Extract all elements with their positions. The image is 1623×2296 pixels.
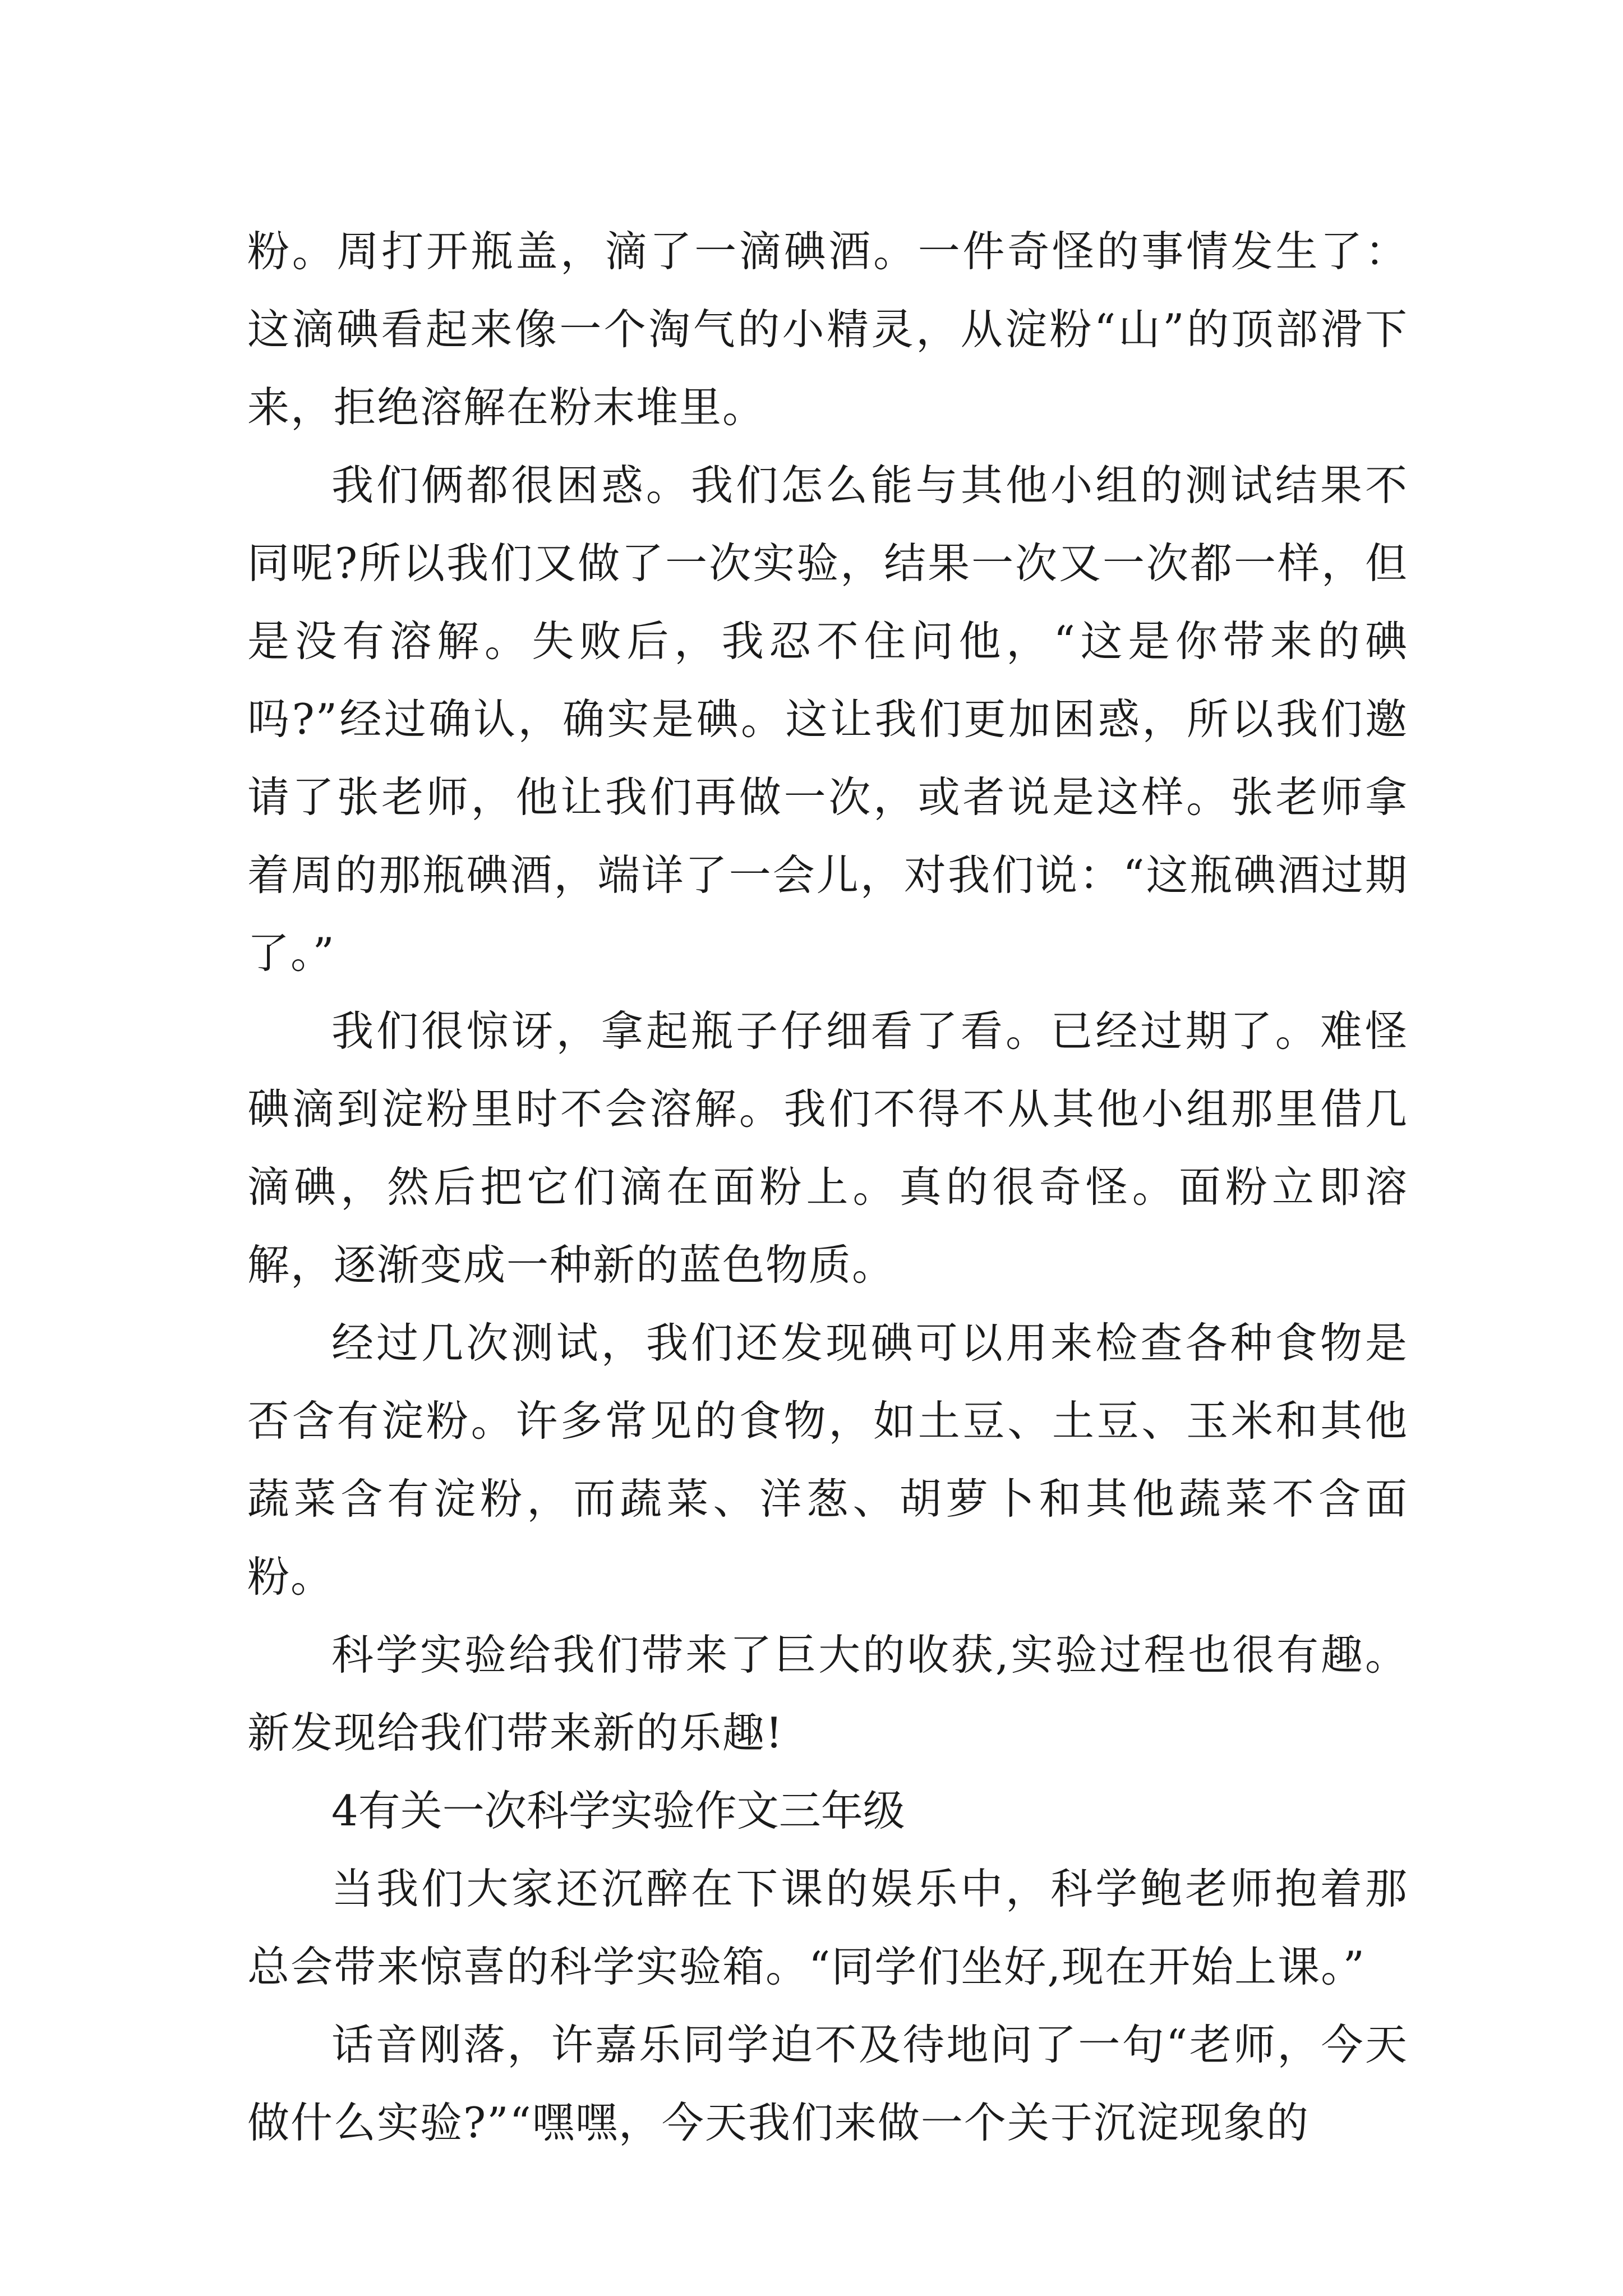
- paragraph: 我们很惊讶，拿起瓶子仔细看了看。已经过期了。难怪碘滴到淀粉里时不会溶解。我们不得不从其他小组那里借几滴碘，然后把它们滴在面粉上。真的很奇怪。面粉立即溶解，逐渐变成一种新的蓝色物质。: [247, 1006, 1408, 1290]
- paragraph: 科学实验给我们带来了巨大的收获,实验过程也很有趣。新发现给我们带来新的乐趣!: [247, 1630, 1408, 1757]
- body-text: [247, 213, 1408, 2162]
- paragraph: 当我们大家还沉醉在下课的娱乐中，科学鲍老师抱着那总会带来惊喜的科学实验箱。“同学们坐好,现在开始上课。”: [247, 1864, 1408, 1991]
- paragraph: 经过几次测试，我们还发现碘可以用来检查各种食物是否含有淀粉。许多常见的食物，如土豆、土豆、玉米和其他蔬菜含有淀粉，而蔬菜、洋葱、胡萝卜和其他蔬菜不含面粉。: [247, 1318, 1408, 1602]
- paragraph: 我们俩都很困惑。我们怎么能与其他小组的测试结果不同呢?所以我们又做了一次实验，结果一次又一次都一样，但是没有溶解。失败后，我忍不住问他，“这是你带来的碘吗?”经过确认，确实是碘。这让我们更加困惑，所以我们邀请了张老师，他让我们再做一次，或者说是这样。张老师拿着周的那瓶碘酒，端详了一会儿，对我们说：“这瓶碘酒过期了。”: [247, 461, 1408, 978]
- paragraph-continued: 粉。周打开瓶盖，滴了一滴碘酒。一件奇怪的事情发生了：这滴碘看起来像一个淘气的小精灵，从淀粉“山”的顶部滑下来，拒绝溶解在粉末堆里。: [247, 227, 1408, 432]
- section-heading: 4有关一次科学实验作文三年级: [331, 1786, 905, 1835]
- paragraph: 话音刚落，许嘉乐同学迫不及待地问了一句“老师，今天做什么实验?”“嘿嘿，今天我们来做一个关于沉淀现象的: [247, 2020, 1408, 2147]
